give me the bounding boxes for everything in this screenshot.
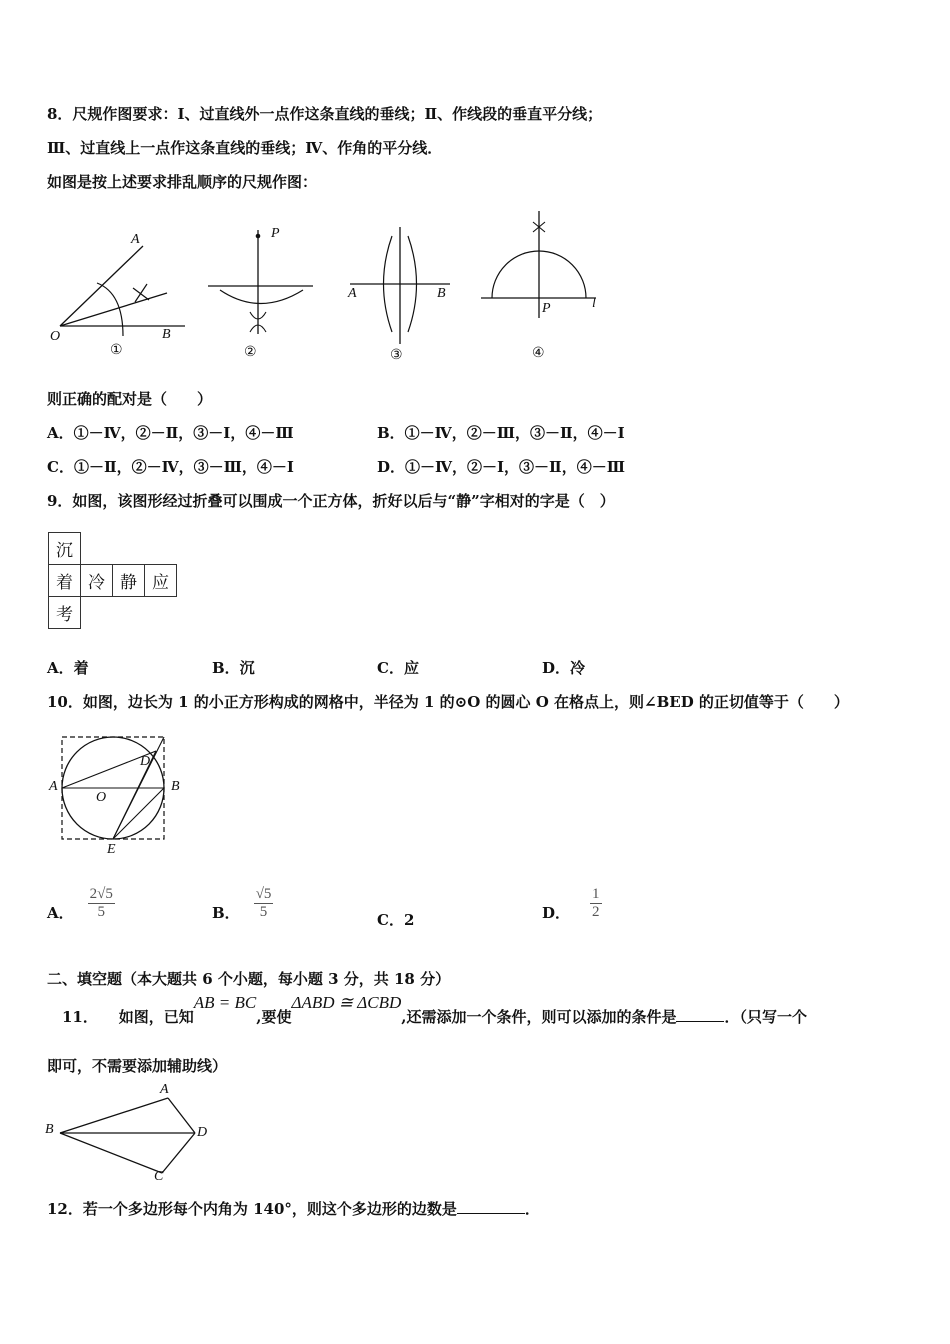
fraction: $\frac{1}{2}$ bbox=[592, 886, 600, 920]
figure-number: ④ bbox=[532, 346, 545, 361]
fraction: $\frac{2√5}{5}$ bbox=[89, 886, 113, 920]
q9-option-a[interactable]: A．着 bbox=[47, 659, 89, 677]
net-cell: 沉 bbox=[49, 533, 81, 565]
label-A: A bbox=[160, 1082, 169, 1097]
q8-line1: 8．尺规作图要求：Ⅰ、过直线外一点作这条直线的垂线；Ⅱ、作线段的垂直平分线； bbox=[47, 105, 603, 123]
q8-option-d[interactable]: D．①－Ⅳ，②－Ⅰ，③－Ⅱ，④－Ⅲ bbox=[377, 458, 625, 476]
arc bbox=[97, 283, 123, 336]
q8-line3: 如图是按上述要求排乱顺序的尺规作图： bbox=[47, 173, 318, 191]
label-B: B bbox=[45, 1122, 54, 1137]
label-O: O bbox=[96, 790, 107, 805]
label-C: C bbox=[154, 1169, 164, 1184]
answer-blank[interactable] bbox=[457, 1213, 525, 1214]
q9-option-c[interactable]: C．应 bbox=[377, 659, 419, 677]
q9-option-b[interactable]: B．沉 bbox=[212, 659, 255, 677]
label-B: B bbox=[171, 779, 180, 794]
label-A: A bbox=[348, 286, 357, 301]
ray-oa bbox=[60, 246, 143, 326]
q11-line1: 11． 如图，已知AB = BC,要使ΔABD ≅ ΔCBD,还需添加一个条件，则可以添加的条件是 ．（只写一个 bbox=[62, 993, 807, 1026]
label-P: P bbox=[271, 226, 280, 241]
q8-option-b[interactable]: B．①－Ⅳ，②－Ⅲ，③－Ⅱ，④－Ⅰ bbox=[377, 424, 625, 442]
q10-text: 10．如图，边长为 1 的小正方形构成的网格中，半径为 1 的⊙O 的圆心 O 在格点上，则∠BED 的正切值等于（ ） bbox=[47, 693, 849, 711]
net-cell: 应 bbox=[145, 565, 177, 597]
q10-option-b[interactable]: B． $\frac{√5}{5}$ bbox=[212, 886, 272, 922]
q11-figure bbox=[55, 1093, 215, 1178]
q10-figure bbox=[55, 732, 175, 847]
net-cell: 考 bbox=[49, 597, 81, 629]
label-E: E bbox=[107, 842, 116, 857]
net-cell: 静 bbox=[113, 565, 145, 597]
q11-line2: 即可，不需要添加辅助线） bbox=[47, 1057, 228, 1075]
label-A: A bbox=[131, 232, 140, 247]
cube-net bbox=[48, 532, 177, 629]
label-l: l bbox=[592, 296, 596, 311]
section-heading: 二、填空题（本大题共 6 个小题，每小题 3 分，共 18 分） bbox=[47, 970, 451, 988]
segment-ba bbox=[60, 1098, 168, 1133]
q10-option-d[interactable]: D． $\frac{1}{2}$ bbox=[542, 886, 600, 922]
figure-number: ③ bbox=[390, 348, 403, 363]
q8-figure-4 bbox=[478, 208, 603, 328]
figure-number: ② bbox=[244, 345, 257, 360]
label-B: B bbox=[437, 286, 446, 301]
segment-bc bbox=[60, 1133, 162, 1173]
q10-option-a[interactable]: A． $\frac{2√5}{5}$ bbox=[47, 886, 113, 922]
q12-text: 12．若一个多边形每个内角为 140°，则这个多边形的边数是 ． bbox=[47, 1200, 540, 1218]
label-P: P bbox=[542, 301, 551, 316]
condition-math: AB = BC bbox=[193, 993, 257, 1012]
segment-ad bbox=[168, 1098, 195, 1133]
q9-text: 9．如图，该图形经过折叠可以围成一个正方体，折好以后与“静”字相对的字是（ ） bbox=[47, 492, 615, 510]
chord-eb bbox=[113, 788, 164, 839]
q8-option-c[interactable]: C．①－Ⅱ，②－Ⅳ，③－Ⅲ，④－Ⅰ bbox=[47, 458, 294, 476]
label-D: D bbox=[140, 754, 151, 769]
q8-figure-2 bbox=[205, 222, 320, 342]
point-p bbox=[256, 234, 261, 239]
q10-option-c[interactable]: C．2 bbox=[377, 911, 415, 929]
answer-blank[interactable] bbox=[676, 1021, 724, 1022]
label-D: D bbox=[197, 1125, 208, 1140]
q8-question: 则正确的配对是（ ） bbox=[47, 390, 213, 408]
label-B: B bbox=[162, 327, 171, 342]
label-A: A bbox=[49, 779, 58, 794]
arc bbox=[220, 290, 303, 304]
figure-number: ① bbox=[110, 343, 123, 358]
congruence-math: ΔABD ≅ ΔCBD bbox=[291, 993, 402, 1012]
q8-option-a[interactable]: A．①－Ⅳ，②－Ⅱ，③－Ⅰ，④－Ⅲ bbox=[47, 424, 294, 442]
net-cell: 冷 bbox=[81, 565, 113, 597]
fraction: $\frac{√5}{5}$ bbox=[255, 886, 272, 920]
label-O: O bbox=[50, 329, 61, 344]
segment-cd bbox=[162, 1133, 195, 1173]
q8-line2: Ⅲ、过直线上一点作这条直线的垂线；Ⅳ、作角的平分线． bbox=[47, 139, 443, 157]
bisector bbox=[60, 293, 167, 326]
q9-option-d[interactable]: D．冷 bbox=[542, 659, 586, 677]
net-cell: 着 bbox=[49, 565, 81, 597]
